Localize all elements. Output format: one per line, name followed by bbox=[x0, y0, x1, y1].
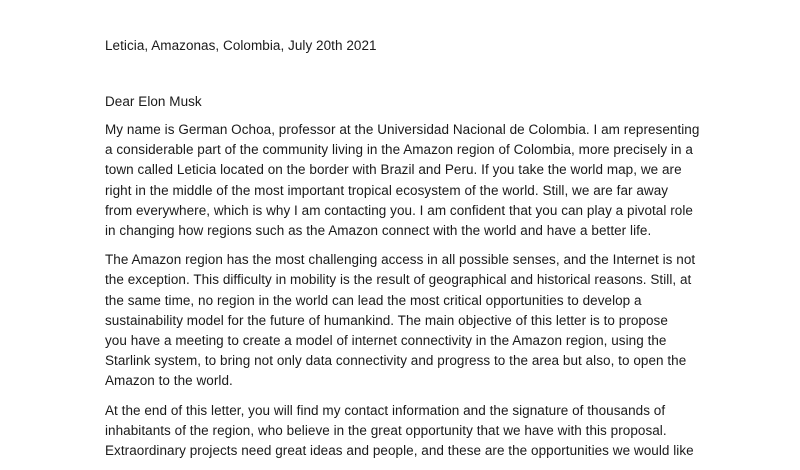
text-line: Starlink system, to bring not only data connectivity and progress to the area but also, to open the bbox=[105, 353, 687, 369]
text-line: sustainability model for the future of humankind. The main objective of this letter is to propose bbox=[105, 312, 668, 328]
text-line: the exception. This difficulty in mobility is the result of geographical and historical reasons. Still, at bbox=[105, 272, 692, 288]
text-line: town called Leticia located on the border with Brazil and Peru. If you take the world map, we are bbox=[105, 162, 682, 178]
paragraph-closing bbox=[105, 401, 745, 462]
letter-body bbox=[105, 92, 745, 470]
paragraph-proposal bbox=[105, 250, 745, 391]
text-line: inhabitants of the region, who believe in the great opportunity that we have with this proposal. bbox=[105, 422, 667, 438]
text-line: At the end of this letter, you will find my contact information and the signature of thousands of bbox=[105, 402, 666, 418]
text-line: Extraordinary projects need great ideas and people, and these are the opportunities we would like bbox=[105, 443, 694, 459]
salutation: Dear Elon Musk bbox=[105, 94, 202, 109]
text-line: in changing how regions such as the Amazon connect with the world and have a better life. bbox=[105, 223, 652, 239]
text-line: from everywhere, which is why I am contacting you. I am confident that you can play a pivotal role bbox=[105, 202, 693, 218]
text-line: the same time, no region in the world can lead the most critical opportunities to develop a bbox=[105, 292, 642, 308]
text-line: you have a meeting to create a model of internet connectivity in the Amazon region, using the bbox=[105, 333, 667, 349]
text-line: Amazon to the world. bbox=[105, 373, 233, 389]
text-line: The Amazon region has the most challenging access in all possible senses, and the Internet is not bbox=[105, 252, 696, 268]
text-line: a considerable part of the community living in the Amazon region of Colombia, more precisely in a bbox=[105, 142, 693, 158]
text-line: My name is German Ochoa, professor at the Universidad Nacional de Colombia. I am representing bbox=[105, 122, 700, 137]
place-date-line: Leticia, Amazonas, Colombia, July 20th 2021 bbox=[105, 38, 377, 53]
paragraph-introduction bbox=[105, 120, 745, 241]
text-line: right in the middle of the most important tropical ecosystem of the world. Still, we are far away bbox=[105, 182, 669, 198]
